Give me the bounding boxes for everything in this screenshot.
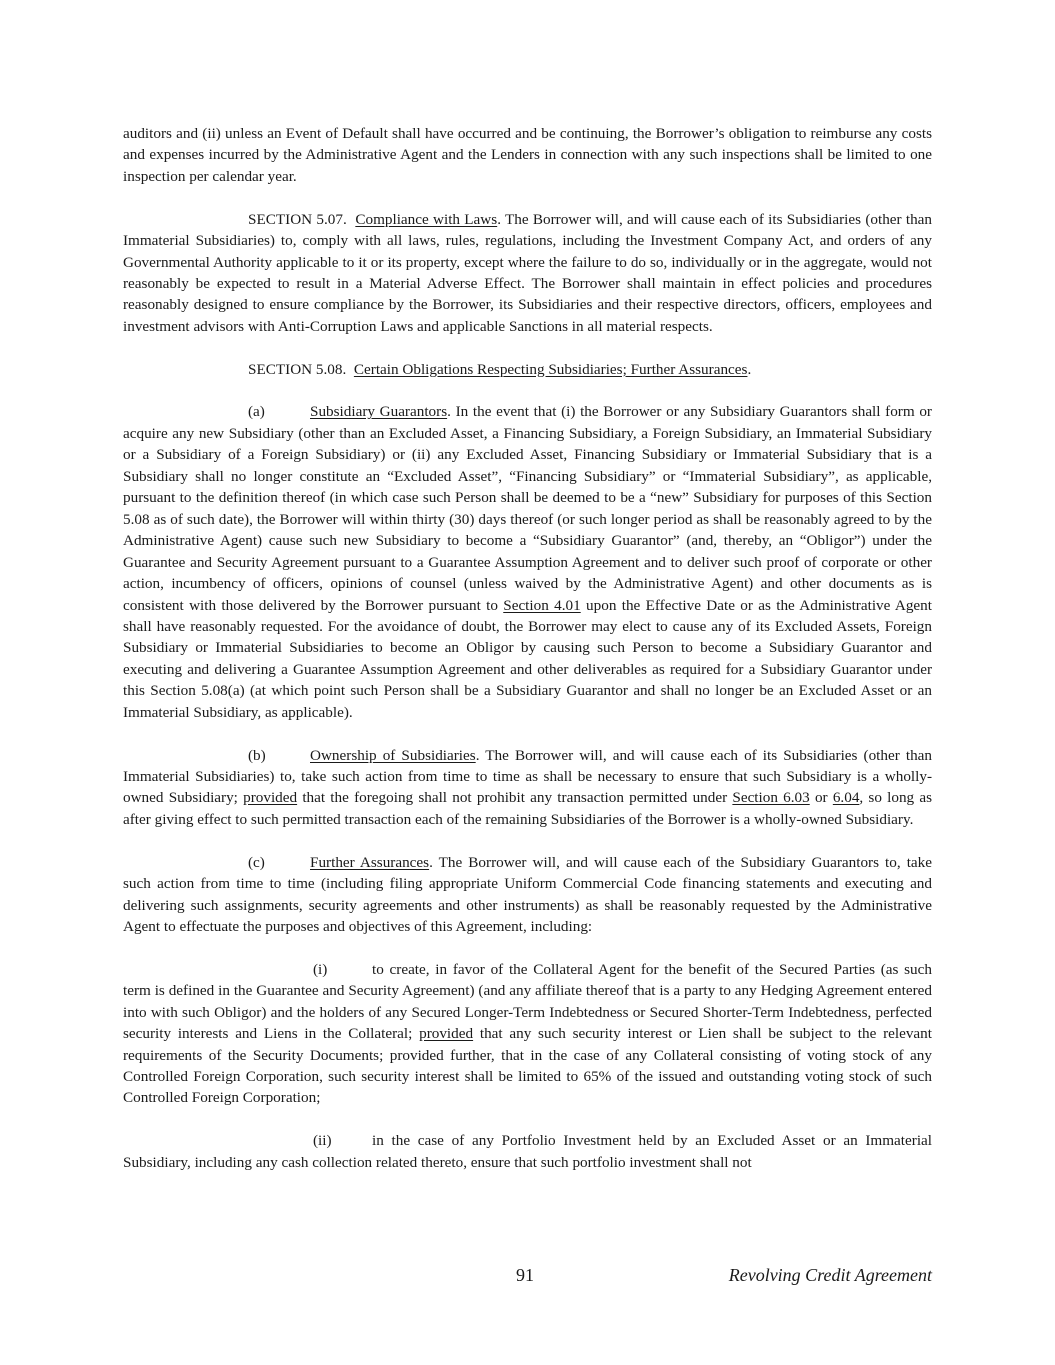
- clause-i: (i) to create, in favor of the Collateral Agent for the benefit of the Secured Parties (as such term is defined in the Guarantee and Security Agreement) (and any affiliate thereof that is a party to any Hedging Agreement entered into with such Obligor) and the holders of any Secured Longer-Term Indebtedness or Secured Shorter-Term Indebtedness, perfected security interests and Liens in the Collateral; provided that any such security interest or Lien shall be subject to the relevant requirements of the Security Documents; provided further, that in the case of any Collateral consisting of voting stock of any Controlled Foreign Corporation, such security interest shall be limited to 65% of the issued and outstanding voting stock of such Controlled Foreign Corporation;: [123, 960, 932, 1107]
- subsection-title: Further Assurances: [310, 853, 430, 871]
- subsection-label: (b): [248, 746, 266, 764]
- page-number: 91: [516, 1265, 534, 1285]
- page-footer: [0, 1265, 1055, 1289]
- subsection-label: (c): [248, 853, 265, 871]
- section-title: Compliance with Laws: [355, 210, 498, 228]
- provided-term: provided: [419, 1025, 474, 1043]
- section-number: SECTION 5.07.: [248, 210, 347, 228]
- subsection-c: (c) Further Assurances. The Borrower will, and will cause each of the Subsidiary Guarantors to, take such action from time to time (including filing appropriate Uniform Commercial Code financing statements and executing and delivering such assignments, security agreements and other instruments) as shall be reasonably requested by the Administrative Agent to effectuate the purposes and objectives of this Agreement, including:: [123, 853, 932, 935]
- cross-reference-link[interactable]: Section 4.01: [503, 596, 581, 614]
- document-page: [123, 123, 932, 1194]
- section-5-08-heading: SECTION 5.08. Certain Obligations Respecting Subsidiaries; Further Assurances.: [248, 360, 752, 378]
- cross-reference-link[interactable]: 6.04: [832, 789, 860, 807]
- subsection-a: (a) Subsidiary Guarantors. In the event that (i) the Borrower or any Subsidiary Guarantors shall form or acquire any new Subsidiary (other than an Excluded Asset, a Financing Subsidiary, a Foreign Subsidiary, an Immaterial Subsidiary or a Subsidiary of a Foreign Subsidiary) or (ii) any Excluded Asset, Financing Subsidiary or Immaterial Subsidiary that is a Subsidiary shall no longer constitute an “Excluded Asset”, “Financing Subsidiary” or “Immaterial Subsidiary”, as applicable, pursuant to the definition thereof (in which case such Person shall be deemed to be a “new” Subsidiary for purposes of this Section 5.08 as of such date), the Borrower will within thirty (30) days thereof (or such longer period as shall be reasonably agreed to by the Administrative Agent) cause such new Subsidiary to become a “Subsidiary Guarantor” (and, thereby, an “Obligor”) under the Guarantee and Security Agreement pursuant to a Guarantee Assumption Agreement and to deliver such proof of corporate or other action, incumbency of officers, opinions of counsel (unless waived by the Administrative Agent) and other documents as is consistent with those delivered by the Borrower pursuant to Section 4.01 upon the Effective Date or as the Administrative Agent shall have reasonably requested. For the avoidance of doubt, the Borrower may elect to cause any of its Excluded Assets, Foreign Subsidiary or Immaterial Subsidiaries to become an Obligor by causing such Person to become a Subsidiary Guarantor and executing and delivering a Guarantee Assumption Agreement and other deliverables as required for a Subsidiary Guarantor under this Section 5.08(a) (at which point such Person shall be a Subsidiary Guarantor and shall no longer be an Excluded Asset or an Immaterial Subsidiary, as applicable).: [123, 403, 932, 721]
- continuation-paragraph: auditors and (ii) unless an Event of Default shall have occurred and be continuing, the Borrower’s obligation to reimburse any costs and expenses incurred by the Administrative Agent and the Lenders in connection with any such inspections shall be limited to one inspection per calendar year.: [123, 125, 932, 185]
- clause-ii: (ii) in the case of any Portfolio Investment held by an Excluded Asset or an Immaterial Subsidiary, including any cash collection related thereto, ensure that such portfolio investment shall not: [123, 1132, 932, 1171]
- section-title: Certain Obligations Respecting Subsidiaries; Further Assurances: [353, 360, 748, 378]
- cross-reference-link[interactable]: Section 6.03: [732, 789, 810, 807]
- subsection-title: Subsidiary Guarantors: [310, 403, 448, 421]
- footer-document-title: Revolving Credit Agreement: [728, 1265, 932, 1285]
- subsection-title: Ownership of Subsidiaries: [310, 746, 476, 764]
- clause-label: (i): [313, 960, 328, 978]
- section-number: SECTION 5.08.: [248, 360, 347, 378]
- subsection-label: (a): [248, 403, 265, 421]
- section-5-07: SECTION 5.07. Compliance with Laws. The Borrower will, and will cause each of its Subsidiaries (other than Immaterial Subsidiaries) to, comply with all laws, rules, regulations, including the Investment Company Act, and orders of any Governmental Authority applicable to it or its property, except where the failure to do so, individually or in the aggregate, would not reasonably be expected to result in a Material Adverse Effect. The Borrower shall maintain in effect policies and procedures reasonably designed to ensure compliance by the Borrower, its Subsidiaries and their respective directors, officers, employees and investment advisors with Anti-Corruption Laws and applicable Sanctions in all material respects.: [123, 210, 933, 335]
- clause-label: (ii): [313, 1132, 332, 1150]
- provided-term: provided: [243, 789, 298, 807]
- subsection-b: (b) Ownership of Subsidiaries. The Borrower will, and will cause each of its Subsidiaries (other than Immaterial Subsidiaries) to, take such action from time to time as shall be necessary to ensure that such Subsidiary is a wholly-owned Subsidiary; provided that the foregoing shall not prohibit any transaction permitted under Section 6.03 or 6.04, so long as after giving effect to such permitted transaction each of the remaining Subsidiaries of the Borrower is a wholly-owned Subsidiary.: [123, 746, 933, 828]
